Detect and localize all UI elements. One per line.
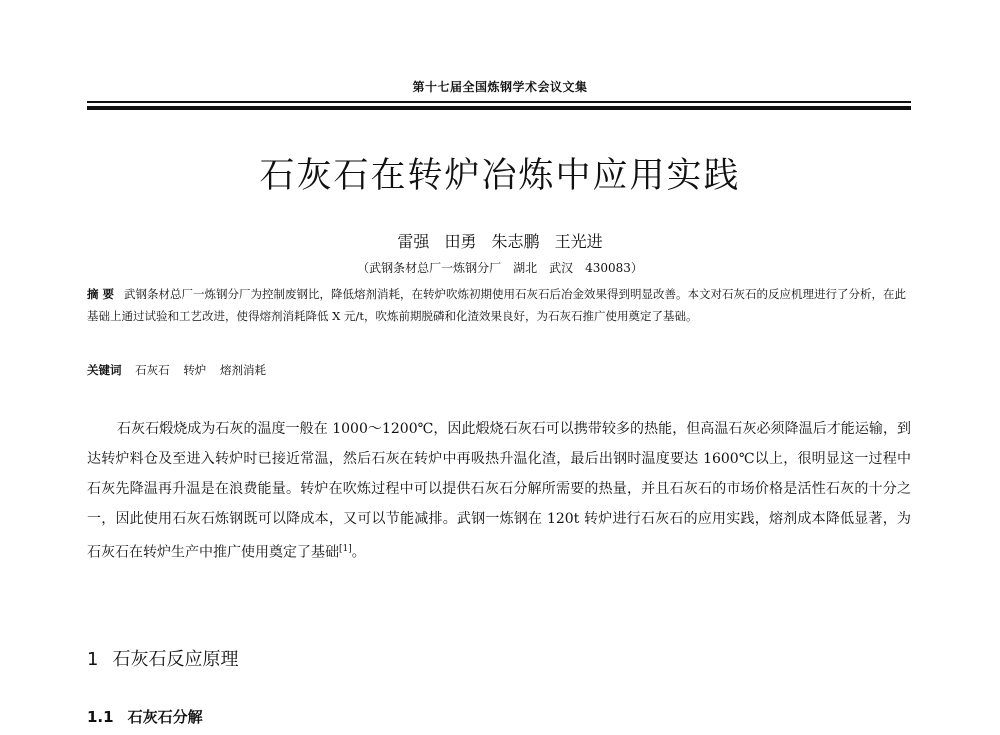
section-title: 石灰石反应原理 — [112, 649, 239, 670]
paragraph-end: 。 — [351, 544, 366, 561]
author-name: 田勇 — [444, 232, 477, 251]
abstract-label: 摘 要 — [87, 287, 115, 301]
proceedings-header — [0, 78, 1000, 95]
citation-ref: [1] — [339, 544, 352, 554]
intro-paragraph — [87, 414, 911, 568]
author-name: 朱志鹏 — [491, 232, 540, 251]
abstract — [87, 283, 911, 327]
keyword: 石灰石 — [135, 363, 170, 377]
proceedings-title: 第十七届全国炼钢学术会议文集 — [412, 80, 588, 94]
subsection-number: 1.1 — [87, 708, 114, 726]
subsection-title: 石灰石分解 — [127, 708, 203, 726]
header-rule-thin — [87, 101, 911, 103]
keywords-label: 关键词 — [87, 363, 122, 377]
section-number: 1 — [87, 649, 99, 670]
intro-paragraph-text: 石灰石煅烧成为石灰的温度一般在 1000～1200℃，因此煅烧石灰石可以携带较多的热能，但高温石灰必须降温后才能运输，到达转炉料仓及至进入转炉时已接近常温，然后石灰在转炉中再吸热升温化渣，最后出钢时温度要达 1600℃以上，很明显这一过程中石灰先降温再升温是在浪费能量。转炉在吹炼过程中可以提供石灰石分解所需要的热量，并且石灰石的市场价格是活性石灰的十分之一，因此使用石灰石炼钢既可以降成本，又可以节能减排。武钢一炼钢在 120t 转炉进行石灰石的应用实践，熔剂成本降低显著，为石灰石在转炉生产中推广使用奠定了基础 — [87, 421, 911, 561]
header-rule-thick — [87, 106, 911, 110]
author-name: 王光进 — [554, 232, 603, 251]
subsection-heading — [87, 706, 203, 727]
keywords — [87, 362, 911, 378]
abstract-text: 武钢条材总厂一炼钢分厂为控制废钢比，降低熔剂消耗，在转炉吹炼初期使用石灰石后冶金效果得到明显改善。本文对石灰石的反应机理进行了分析，在此基础上通过试验和工艺改进，使得熔剂消耗降低 X 元/t，吹炼前期脱磷和化渣效果良好，为石灰石推广使用奠定了基础。 — [87, 287, 907, 323]
paper-title: 石灰石在转炉冶炼中应用实践 — [259, 156, 741, 196]
keyword: 转炉 — [183, 363, 207, 377]
affiliation: （武钢条材总厂一炼钢分厂 湖北 武汉 430083） — [357, 261, 643, 275]
author-list — [0, 229, 1000, 252]
keyword: 熔剂消耗 — [219, 363, 266, 377]
section-heading — [87, 645, 238, 671]
author-name: 雷强 — [397, 232, 430, 251]
